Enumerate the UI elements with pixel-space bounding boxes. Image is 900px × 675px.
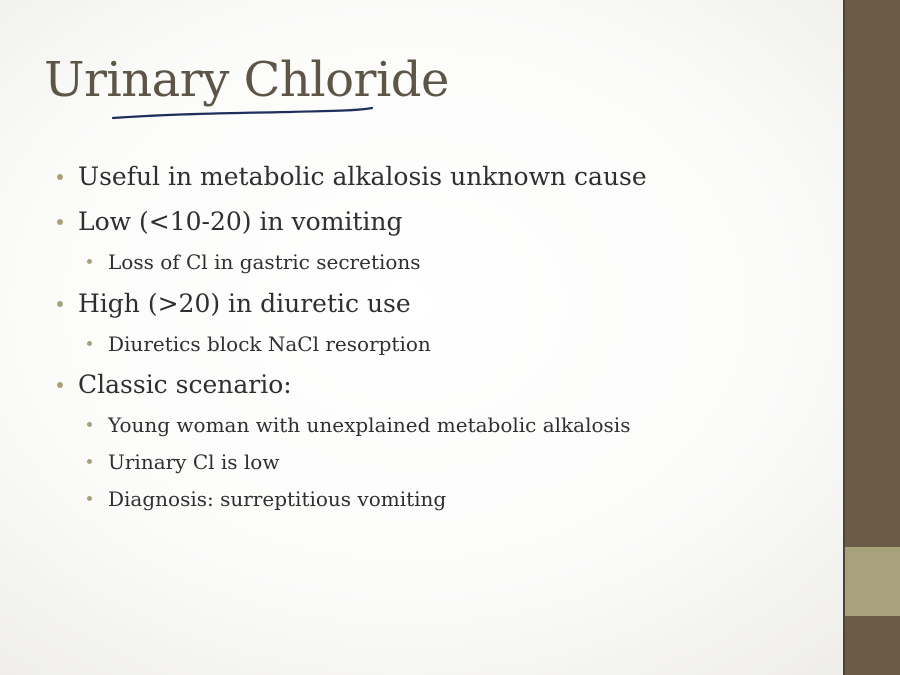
bullet-text: Low (<10-20) in vomiting (78, 207, 403, 236)
bullet-item (78, 206, 403, 238)
bullet-text: Loss of Cl in gastric secretions (108, 250, 421, 274)
bullet-dot-icon (57, 219, 63, 225)
bullet-item (78, 288, 411, 320)
slide-title: Urinary Chloride (44, 52, 449, 108)
bullet-dot-icon (87, 259, 92, 264)
sub-bullet-item (108, 330, 431, 358)
bullet-item (78, 161, 647, 193)
decorative-sidebar-accent (845, 547, 900, 616)
bullet-text: Classic scenario: (78, 370, 292, 399)
sub-bullet-item (108, 448, 279, 476)
bullet-text: Urinary Cl is low (108, 450, 280, 474)
bullet-dot-icon (57, 301, 63, 307)
bullet-item (78, 369, 292, 401)
bullet-dot-icon (87, 459, 92, 464)
bullet-text: Diagnosis: surreptitious vomiting (108, 487, 447, 511)
bullet-dot-icon (57, 382, 63, 388)
sub-bullet-item (108, 485, 446, 513)
bullet-text: Diuretics block NaCl resorption (108, 332, 431, 356)
bullet-text: Useful in metabolic alkalosis unknown cause (78, 162, 647, 191)
bullet-text: High (>20) in diuretic use (78, 289, 411, 318)
bullet-dot-icon (87, 422, 92, 427)
sub-bullet-item (108, 411, 630, 439)
bullet-dot-icon (87, 341, 92, 346)
sub-bullet-item (108, 248, 421, 276)
bullet-text: Young woman with unexplained metabolic alkalosis (108, 413, 631, 437)
bullet-dot-icon (87, 496, 92, 501)
bullet-dot-icon (57, 174, 63, 180)
